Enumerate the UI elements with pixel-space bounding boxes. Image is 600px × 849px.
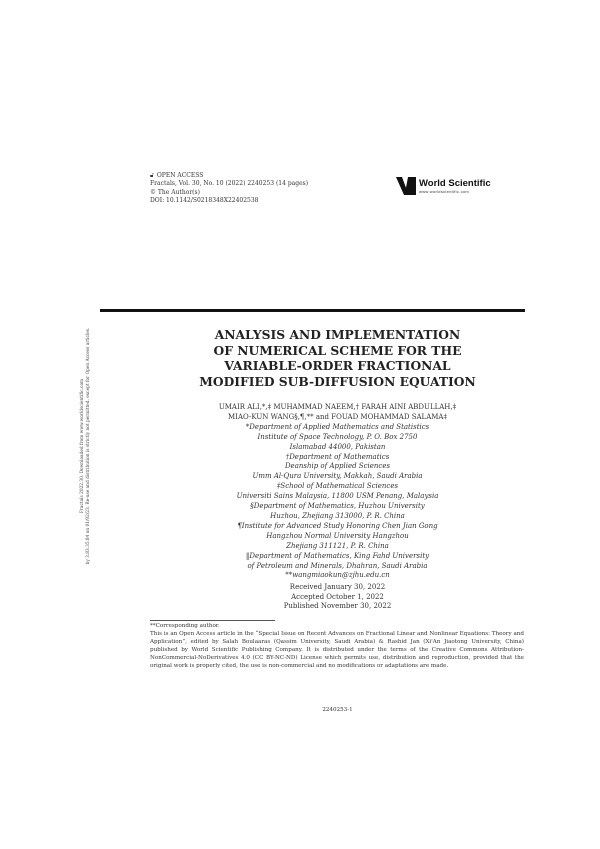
download-note-line: Fractals 2022.30. Downloaded from www.worldscientific.com (80, 378, 85, 514)
download-note (80, 296, 92, 596)
footnotes (150, 623, 524, 670)
affiliation-line: ‖Department of Mathematics, King Fahd University (245, 551, 430, 560)
journal-citation: Fractals, Vol. 30, No. 10 (2022) 2240253 (14 pages) (150, 180, 309, 188)
affiliation-line: Zhejiang 311121, P. R. China (286, 541, 389, 550)
affiliation-line: *Department of Applied Mathematics and Statistics (245, 422, 430, 431)
authors-line: UMAIR ALI,*,‡ MUHAMMAD NAEEM,† FARAH AINI ABDULLAH,‡ (218, 403, 457, 411)
affiliation-line: Universiti Sains Malaysia, 11800 USM Penang, Malaysia (236, 492, 439, 501)
open-access-icon: 🔓︎ (150, 172, 154, 179)
title-line: MODIFIED SUB-DIFFUSION EQUATION (199, 373, 476, 389)
publisher-logo (396, 177, 491, 195)
affiliations (100, 423, 575, 582)
doi[interactable]: DOI: 10.1142/S0218348X22402538 (150, 196, 259, 204)
download-note-line: by 3.83.35.84 on 01/02/23. Re-use and distribution is strictly not permitted, except for Open Access articles. (86, 327, 91, 565)
authors-block (100, 403, 575, 581)
accepted-date: Accepted October 1, 2022 (291, 592, 384, 601)
corresponding-note: **Corresponding author. (150, 623, 220, 629)
affiliation-line: Islamabad 44000, Pakistan (289, 442, 386, 451)
dates (100, 583, 575, 612)
title-line: OF NUMERICAL SCHEME FOR THE (213, 342, 462, 358)
affiliation-line: Institute of Space Technology, P. O. Box 2750 (257, 432, 418, 441)
affiliation-line: §Department of Mathematics, Huzhou University (250, 502, 425, 511)
title-line: VARIABLE-ORDER FRACTIONAL (224, 358, 451, 373)
copyright: © The Author(s) (150, 188, 200, 196)
published-date: Published November 30, 2022 (283, 602, 392, 610)
authors-line: MIAO-KUN WANG§,¶,** and FOUAD MOHAMMAD SALAMA‡ (228, 412, 447, 421)
paper-title (100, 327, 575, 389)
footnote-rule (150, 620, 275, 621)
title-line: ANALYSIS AND IMPLEMENTATION (214, 327, 461, 342)
title-rule (100, 309, 525, 312)
affiliation-line: ‡School of Mathematical Sciences (276, 482, 399, 491)
affiliation-line: ¶Institute for Advanced Study Honoring Chen Jian Gong (237, 521, 438, 530)
affiliation-line: Deanship of Applied Sciences (284, 462, 391, 471)
affiliation-line: Huzhou, Zhejiang 313000, P. R. China (270, 511, 405, 520)
license-note: This is an Open Access article in the “Special Issue on Recent Advances on Fractional Linear and Nonlinear Equations: Theory and Application”, edited by Salah Boulaaras (Qassim University, Saudi Arabia) & Rashid Jan (Xi'An Jiaotong University, China) published by World Scientific Publishing Company. It is distributed under the terms of the Creative Commons Attribution-NonCommercial-NoDerivatives 4.0 (CC BY-NC-ND) License which permits use, distribution and reproduction, provided that the original work is properly cited, the use is non-commercial and no modifications or adaptations are made. (150, 630, 524, 669)
affiliation-line: Umm Al-Qura University, Makkah, Saudi Arabia (252, 472, 423, 481)
received-date: Received January 30, 2022 (289, 583, 386, 591)
journal-header (150, 172, 308, 205)
ws-logo-icon (396, 177, 416, 195)
affiliation-line: †Department of Mathematics (285, 452, 390, 461)
open-access-label: OPEN ACCESS (156, 172, 204, 179)
affiliation-line: of Petroleum and Minerals, Dhahran, Saudi Arabia (247, 561, 428, 570)
publisher-name: World Scientific (419, 177, 491, 189)
affiliation-line: **wangmiaokun@zjhu.edu.cn (285, 571, 390, 580)
affiliation-line: Hangzhou Normal University Hangzhou (266, 531, 409, 540)
publisher-tagline: www.worldscientific.com (419, 188, 470, 194)
page-number: 2240253-1 (322, 707, 353, 713)
